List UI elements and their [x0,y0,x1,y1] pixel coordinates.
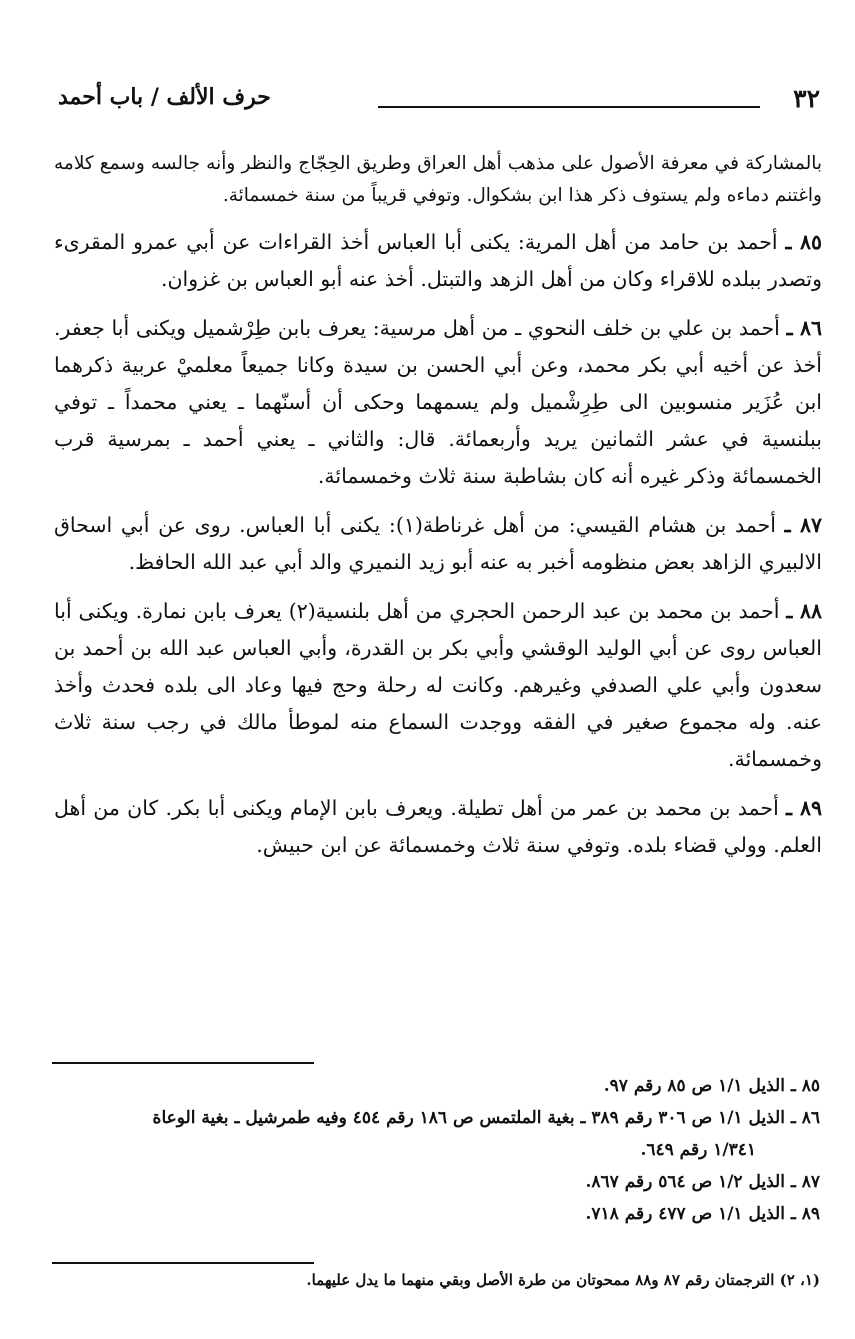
entry-text: أحمد بن محمد بن عبد الرحمن الحجري من أهل بلنسية(٢) يعرف بابن نمارة. ويكنى أبا العباس روى عن أبي الوليد الوقشي وأبي بكر بن القدرة، وأبي العباس عبد الله بن أحمد بن سعدون وأبي علي الصدفي وغيرهم. وكانت له رحلة وحج فيها وعاد الى بلده فحدث وأخذ عنه. وله مجموع صغير في الفقه ووجدت السماع منه لموطأ مالك في رجب سنة ثلاث وخمسمائة. [54,599,822,771]
entry-text: أحمد بن محمد بن عمر من أهل تطيلة. ويعرف بابن الإمام ويكنى أبا بكر. كان من أهل العلم. وولي قضاء بلده. وتوفي سنة ثلاث وخمسمائة عن ابن حبيش. [54,796,822,857]
page-body [54,148,822,876]
note-rule [52,1262,314,1264]
paragraph-text: بالمشاركة في معرفة الأصول على مذهب أهل العراق وطريق الحِجّاج والنظر وأنه جالسه وسمع كلامه واغتنم دماءه ولم يستوف ذكر هذا ابن بشكوال. وتوفي قريباً من سنة خمسمائة. [54,153,822,206]
footnote-87: ٨٧ ـ الذيل ١/٢ ص ٥٦٤ رقم ٨٦٧. [585,1172,820,1192]
entry-number: ٨٩ ـ [786,796,822,820]
footnote-rule [52,1062,314,1064]
running-header [58,84,820,118]
entry-number: ٨٦ ـ [786,316,822,340]
paragraph-continuation [54,148,822,212]
entry-number: ٨٨ ـ [786,599,822,623]
footnote-89: ٨٩ ـ الذيل ١/١ ص ٤٧٧ رقم ٧١٨. [585,1204,820,1224]
page-number: ٣٢ [793,84,820,113]
header-rule [378,106,760,108]
entry-text: أحمد بن حامد من أهل المرية: يكنى أبا العباس أخذ القراءات عن أبي عمرو المقرىء وتصدر ببلده للاقراء وكان من أهل الزهد والتبتل. أخذ عنه أبو العباس بن غزوان. [54,230,822,291]
entry-text: أحمد بن هشام القيسي: من أهل غرناطة(١): يكنى أبا العباس. روى عن أبي اسحاق الالبيري الزاهد بعض منظومه أخبر به عنه أبو زيد النميري والد أبي عبد الله الحافظ. [54,513,822,574]
entry-text: أحمد بن علي بن خلف النحوي ـ من أهل مرسية: يعرف بابن طِرْشميل ويكنى أبا جعفر. أخذ عن أخيه أبي بكر محمد، وعن أبي الحسن بن سيدة وكانا جميعاً معلميْ عربية ذكرهما ابن عُزَير منسوبين الى طِرِشْميل ولم يسمهما وحكى أن أسنّهما ـ يعني محمداً ـ توفي ببلنسية في عشر الثمانين يريد وأربعمائة. قال: والثاني ـ يعني أحمد ـ بمرسية قرب الخمسمائة وذكر غيره أنه كان بشاطبة سنة ثلاث وخمسمائة. [54,316,822,488]
footnote-86-continued: ١/٣٤١ رقم ٦٤٩. [640,1140,756,1160]
entry-number: ٨٥ ـ [785,230,822,254]
entry-number: ٨٧ ـ [784,513,822,537]
footnote-86: ٨٦ ـ الذيل ١/١ ص ٣٠٦ رقم ٣٨٩ ـ بغية الملتمس ص ١٨٦ رقم ٤٥٤ وفيه طمرشيل ـ بغية الوعاة [152,1108,820,1128]
entry-88 [54,593,822,778]
footnote-85: ٨٥ ـ الذيل ١/١ ص ٨٥ رقم ٩٧. [603,1076,820,1096]
editorial-note: (١، ٢) الترجمتان رقم ٨٧ و٨٨ ممحوتان من طرة الأصل وبقي منهما ما يدل عليهما. [306,1271,820,1289]
entry-89 [54,790,822,864]
running-title: حرف الألف / باب أحمد [58,84,271,110]
entry-85 [54,224,822,298]
footnotes [50,1070,820,1230]
entry-87 [54,507,822,581]
entry-86 [54,310,822,495]
